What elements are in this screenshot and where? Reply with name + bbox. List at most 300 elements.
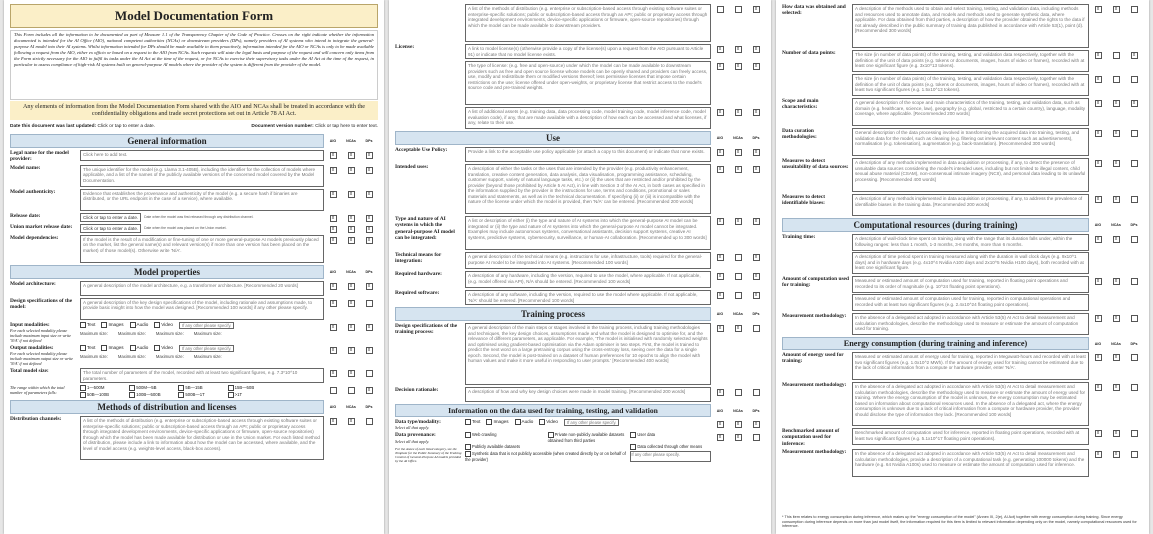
field-label: Legal name for the model provider: xyxy=(10,149,69,163)
checkbox-dps[interactable]: x xyxy=(753,166,760,173)
col-aio: AIO xyxy=(716,408,724,413)
last-updated-field[interactable]: Click or tap to enter a date. xyxy=(97,123,156,129)
checkbox-dps[interactable] xyxy=(753,325,760,332)
row-input-modalities xyxy=(10,322,378,343)
form-page-3[interactable] xyxy=(776,0,1149,534)
row-output-modalities xyxy=(10,345,378,366)
section-title: Use xyxy=(395,131,711,145)
field-label: Input modalities: For each selected modality please include maximum input size or write 'N/A' if not defined xyxy=(10,322,80,343)
additional-assets-field[interactable]: A list of additional assets (e.g. training data, data processing code, model training code, model inference code, model evaluation code), if any, that are made available with a description of how each can be accessed and what licenses, if any, relate to their use. xyxy=(465,107,711,129)
distribution-channels-field[interactable]: A list of the methods of distribution (e.g. enterprise or subscription-based access through existing software suites or enterprise-specific solutions; public or subscription-based access through an API; public or proprietary access through integrated development environments, device-specific applications or firmware, open-source repositories) through which the model has been made available for distribution or use in the Union market. For each listed method of distribution, please include a link to information about how the model can be accessed, where available, and the level of model access (e.g. weights-level access, black-box access). xyxy=(80,416,324,460)
checkbox-dps[interactable]: x xyxy=(753,254,760,261)
checkbox-aio[interactable]: x xyxy=(1095,52,1102,59)
row-intended-uses xyxy=(395,164,765,214)
col-aio: AIO xyxy=(716,312,724,316)
section-title: Information on the data used for training, testing, and validation xyxy=(395,404,711,417)
row-data-curation xyxy=(782,128,1143,156)
checkbox-aio[interactable]: x xyxy=(1095,130,1102,137)
checkbox-ncas[interactable]: x xyxy=(348,300,355,307)
data-other-field[interactable]: If any other please specify. xyxy=(564,419,620,426)
field-label: Technical means for integration: xyxy=(395,252,442,265)
row-inference-compute xyxy=(782,428,1143,447)
row-technical-means xyxy=(395,252,765,269)
output-audio-checkbox[interactable]: Audio xyxy=(130,345,149,351)
acceptable-use-field[interactable]: Provide a link to the acceptable use policy applicable (or attach a copy to this document) or indicate that none exists. xyxy=(465,147,711,162)
provenance-options xyxy=(465,432,711,462)
checkbox-aio[interactable]: x xyxy=(330,191,337,198)
field-label: Design specifications of the training process: xyxy=(395,323,458,336)
range-option[interactable]: 5B—15B xyxy=(178,385,225,391)
energy-footnote: * This item relates to energy consumption during inference, which makes up the "energy consumption of the model" (Annex XI, 2(e), AI Act) together with energy consumption during training. Since energy consumption during inference depends on more than just model itself, the information required for this item is limited to relevant information depending only on the model, namely computational resources used for inference. xyxy=(782,515,1137,529)
checkbox-aio[interactable] xyxy=(330,387,337,394)
checkbox-dps[interactable] xyxy=(1131,315,1138,322)
row-data-scope xyxy=(782,98,1143,126)
col-ncas: NCAs xyxy=(346,269,356,274)
checkbox-ncas[interactable]: x xyxy=(735,218,742,225)
checkbox-aio[interactable]: x xyxy=(1095,354,1102,361)
form-page-1[interactable] xyxy=(4,0,384,534)
checkbox-ncas[interactable]: x xyxy=(348,226,355,233)
training-design-field[interactable]: A general description of the main steps or stages involved in the training process, including training methodologies and techniques, the key design choices, assumptions made and what the model is designed to optimise for, and the relevance of different parameters, as applicable. For example, 'The model is initialised with randomly selected weights and optimised using gradient-based optimisation via the Adam optimiser in two steps. First, the model is trained to predict the next word on a large pretraining corpus using the cross-entropy loss, seeing over the data for a single epoch. Second, the model is post-trained on a dataset of human preferences for 10 epochs to align the model with human values and make it more useful in responding to user prompts.' [Recommended 400 words] xyxy=(465,323,711,385)
data-points-field[interactable]: The size (in number of data points) of the training, testing, and validation data respectively, together with the definition of the unit of data points (e.g. tokens or documents, images, hours of video or frames), recorded with at least one significant figure (e.g. 3x10^13 tokens). xyxy=(852,50,1089,72)
row-compute-amount xyxy=(782,276,1143,311)
row-training-time xyxy=(782,234,1143,274)
checkbox-ncas[interactable] xyxy=(1113,52,1120,59)
checkbox-dps[interactable] xyxy=(366,300,373,307)
release-date-picker[interactable]: Click or tap to enter a date. xyxy=(80,213,141,222)
section-general-header xyxy=(10,134,378,148)
input-audio-checkbox[interactable]: Audio xyxy=(130,322,149,328)
union-release-date-picker[interactable]: Click or tap to enter a date. xyxy=(80,224,141,233)
checkbox-ncas[interactable]: x xyxy=(1113,451,1120,458)
section-distribution-header xyxy=(10,400,378,414)
col-aio: AIO xyxy=(329,269,337,274)
max-size-audio[interactable]: Maximum size: xyxy=(155,330,184,336)
range-option[interactable]: 500M—5B xyxy=(129,385,176,391)
checkbox-dps[interactable]: x xyxy=(753,63,760,70)
checkbox-aio[interactable]: x xyxy=(717,109,724,116)
technical-means-field[interactable]: A general description of the technical means (e.g. instructions for use, infrastructure, tools) required for the general-purpose AI model to be integrated into AI systems. [Recommended 100 words] xyxy=(465,252,711,269)
input-text-checkbox[interactable]: Text xyxy=(80,322,95,328)
checkbox-aio[interactable]: x xyxy=(717,149,724,156)
model-dependencies-field[interactable]: If the model is the result of a modification or fine-tuning of one or more general-purpose AI models previously placed on the market, list the general name(s) and relevant version(s) if more than one version has been placed on the market) of those model(s). Otherwise write 'N/A'. xyxy=(80,235,324,263)
checkbox-ncas[interactable]: x xyxy=(1113,130,1120,137)
checkbox-aio[interactable]: x xyxy=(1095,451,1102,458)
checkbox-dps[interactable]: x xyxy=(753,6,760,13)
checkbox-aio[interactable]: x xyxy=(717,389,724,396)
checkbox-dps[interactable]: x xyxy=(366,226,373,233)
checkbox-aio[interactable]: x xyxy=(1095,278,1102,285)
checkbox-aio[interactable]: x xyxy=(717,421,724,428)
checkbox-aio[interactable]: x xyxy=(330,283,337,290)
checkbox-ncas[interactable]: x xyxy=(735,149,742,156)
checkbox-aio[interactable]: x xyxy=(330,152,337,159)
col-dps: DPs xyxy=(752,136,760,140)
checkbox-dps[interactable]: x xyxy=(366,387,373,394)
row-model-architecture xyxy=(10,281,378,296)
checkbox-ncas[interactable]: x xyxy=(1113,315,1120,322)
field-label: Model dependencies: xyxy=(10,234,59,241)
checkbox-aio[interactable]: x xyxy=(330,215,337,222)
section-title: General information xyxy=(10,134,324,148)
intro-text: This Form includes all the information to be documented as part of Measure 1.1 of the Transparency Chapter of the Code of Practice. Crosses on the right indicate whether the information documented is intended for the AI Office (AIO), national competent authorities (NCAs) or downstream providers (DPs), namely providers of AI systems who intend to integrate the general-purpose AI model into their AI systems. Whilst information intended for DPs should be made available to them proactively, information intended for the AIO or NCAs is only to be made available following a request from the AIO, either ex officio or based on a request to the AIO from NCAs. Such requests will state the legal basis and purpose of the request and will concern only items from the Form strictly necessary for the AIO to fulfil its tasks under the AI Act at the time of the request, or for NCAs to exercise their supervisory tasks under the AI Act at the time of the request, in particular to assess compliance of high-risk AI systems built on general-purpose AI models where the provider of the system is different from the provider of the model. xyxy=(10,30,378,100)
output-note: For each selected modality please include maximum output size or write 'N/A' if not defined xyxy=(10,351,74,367)
field-label: Release date: xyxy=(10,212,41,219)
data-unsuitability-field[interactable]: A description of any methods implemented in data acquisition or processing, if any, to detect the presence of unsuitable data sources considering the model's intended uses, including but not limited to illegal content, child sexual abuse material (CSAM), non-consensual intimate imagery (NCII), and personal data leading to its unlawful processing. [Recommended 400 words] xyxy=(852,158,1089,192)
field-label: Data provenance: Select all that apply. For the Annex of each listed category, see the Template for the Public Summary of the Training Content of General-Purpose AI models provided by the AI Office. xyxy=(395,432,462,464)
checkbox-dps[interactable]: x xyxy=(753,292,760,299)
checkbox-ncas[interactable]: x xyxy=(348,215,355,222)
row-union-release-date xyxy=(10,224,378,233)
compute-amount-field[interactable]: Measured or estimated amount of computation used for training, reported in floating point operations and recorded to its order of magnitude (e.g. 10^24 floating point operations). xyxy=(852,276,1089,293)
checkbox-dps[interactable] xyxy=(1131,6,1138,13)
training-time-field-2[interactable]: A description of time period spent in training measured along with the duration in wall clock days (e.g. 9x10^1 days) and in hardware days (e.g. 4x10^4 Nvidia A100 days and 2x10^5 Nvidia H100 days), both recorded with at least one significant figure. xyxy=(852,252,1089,274)
col-ncas: NCAs xyxy=(346,405,356,410)
checkbox-ncas[interactable]: x xyxy=(348,167,355,174)
range-option[interactable]: >1T xyxy=(228,392,275,398)
row-license-type xyxy=(395,61,765,105)
range-option[interactable]: 15B—50B xyxy=(228,385,275,391)
row-data-points-2 xyxy=(782,74,1143,96)
output-video-checkbox[interactable]: Video xyxy=(154,345,173,351)
checkbox-ncas[interactable]: x xyxy=(348,191,355,198)
col-aio: AIO xyxy=(329,405,337,410)
col-dps: DPs xyxy=(1130,223,1138,227)
checkbox-dps[interactable]: x xyxy=(753,109,760,116)
checkbox-dps[interactable] xyxy=(1131,278,1138,285)
checkbox-dps[interactable]: x xyxy=(753,149,760,156)
checkbox-aio[interactable]: x xyxy=(330,237,337,244)
checkbox-dps[interactable] xyxy=(1131,76,1138,83)
checkbox-aio[interactable]: x xyxy=(330,167,337,174)
data-audio-checkbox[interactable]: Audio xyxy=(515,419,534,425)
col-dps: DPs xyxy=(752,408,760,413)
row-required-hardware xyxy=(395,271,765,288)
checkbox-dps[interactable]: x xyxy=(753,273,760,280)
compute-methodology-field[interactable]: In the absence of a delegated act adopted in accordance with Article 53(5) AI Act to detail measurement and calculation methodologies, describe the methodology used to measure or estimate the amount of computation used for training. xyxy=(852,313,1089,335)
row-design-specs xyxy=(10,298,378,320)
row-energy-methodology xyxy=(782,382,1143,426)
provenance-side-note: For the Annex of each listed category, see the Template for the Public Summary of the Training Content of General-Purpose AI models provided by the AI Office. xyxy=(395,446,462,464)
checkbox-aio[interactable]: x xyxy=(717,46,724,53)
checkbox-ncas[interactable]: x xyxy=(1113,354,1120,361)
output-other-field[interactable]: If any other please specify. xyxy=(179,345,235,352)
checkbox-ncas[interactable]: x xyxy=(1113,384,1120,391)
checkbox-ncas[interactable]: x xyxy=(1113,430,1120,437)
checkbox-aio[interactable]: x xyxy=(717,325,724,332)
checkbox-dps[interactable] xyxy=(1131,236,1138,243)
section-title: Training process xyxy=(395,307,711,321)
checkbox-ncas[interactable]: x xyxy=(735,46,742,53)
max-size-video[interactable]: Maximum size: xyxy=(193,330,222,336)
compute-amount-field-2[interactable]: Measured or estimated amount of computation used for training, reported in computational operations and recorded with at least two significant figures (e.g. 2.4x10^24 floating point operations). xyxy=(852,294,1089,311)
field-label: The range within which the total number of parameters falls: xyxy=(10,385,65,396)
range-option[interactable]: 100B—500B xyxy=(129,392,176,398)
checkbox-dps[interactable] xyxy=(1131,451,1138,458)
checkbox-aio[interactable] xyxy=(717,6,724,13)
checkbox-dps[interactable]: x xyxy=(753,421,760,428)
data-type-options xyxy=(465,419,711,426)
checkbox-ncas[interactable]: x xyxy=(1113,160,1120,167)
checkbox-aio[interactable]: x xyxy=(1095,160,1102,167)
checkbox-dps[interactable] xyxy=(1131,354,1138,361)
required-software-field[interactable]: A description of any software, including the version, required to use the model where applicable. If not applicable, 'N/A' should be entered. [Recommended 100 words] xyxy=(465,290,711,305)
checkbox-ncas[interactable]: x xyxy=(1113,100,1120,107)
output-images-checkbox[interactable]: Images xyxy=(101,345,123,351)
data-scope-field[interactable]: A general description of the scope and main characteristics of the training, testing, and validation data, such as domain (e.g. healthcare, science, law), geography (e.g. global, restricted to a certain country), language, modality coverage, where applicable. [Recommended 200 words] xyxy=(852,98,1089,126)
checkbox-ncas[interactable]: x xyxy=(348,370,355,377)
checkbox-dps[interactable]: x xyxy=(1131,100,1138,107)
max-size-text[interactable]: Maximum size: xyxy=(80,330,108,336)
input-modality-options xyxy=(80,322,324,329)
row-release-date xyxy=(10,213,378,222)
row-model-authenticity xyxy=(10,189,378,211)
provenance-option[interactable]: Private non-publicly available datasets obtained from third parties xyxy=(547,432,625,444)
checkbox-aio[interactable]: x xyxy=(330,226,337,233)
col-dps: DPs xyxy=(1130,341,1138,346)
checkbox-ncas[interactable]: x xyxy=(735,434,742,441)
col-dps: DPs xyxy=(365,405,373,410)
row-distribution-channels xyxy=(10,416,378,460)
output-max-size-row xyxy=(80,354,324,359)
checkbox-aio[interactable]: x xyxy=(330,418,337,425)
checkbox-aio[interactable]: x xyxy=(330,300,337,307)
col-dps: DPs xyxy=(365,269,373,274)
system-types-field[interactable]: A list or description of either (i) the type and nature of AI systems into which the general-purpose AI model can be integrated or (ii) the type and nature of AI systems into which the general-purpose AI model cannot be integrated. Examples may include autonomous systems, conversational assistants, decision support systems, creative AI systems, predictive systems, cybersecurity, surveillance, or human-AI collaboration. [Recommended up to 300 words] xyxy=(465,216,711,250)
provenance-option[interactable]: Data collected through other means xyxy=(630,444,711,450)
field-label: Total model size: xyxy=(10,368,49,375)
license-type-field[interactable]: The type of license: (e.g. free and open-source) under which the model can be made available to downstream providers such as free and open source license whose models can be openly shared and providers can freely access, use, modify and redistribute them or modified versions thereof; less permissive licenses that impose certain restrictions on the use; license offered under open-weights, or proprietary license that restrict access to the model's source code and pre-trained weights. xyxy=(465,61,711,105)
checkbox-aio[interactable]: x xyxy=(717,273,724,280)
data-obtained-field[interactable]: A description of the methods used to obtain and select training, testing, and validation data, including methods and resources used to annotate data, and models and methods used to generate synthetic data, where applicable. For data obtained from third parties, a description of how the provider obtained the rights to the data if not already described in the public summary of training data published in accordance with Article 53(1), point (d). [Recommended 300 words] xyxy=(852,4,1089,48)
inference-compute-field[interactable]: Benchmarked amount of computation used for inference, reported in floating point operations, recorded with at least two significant figures (e.g. 5.1x10^17 floating point operations). xyxy=(852,428,1089,445)
checkbox-ncas[interactable] xyxy=(735,6,742,13)
checkbox-aio[interactable]: x xyxy=(717,218,724,225)
parameter-range-options xyxy=(80,385,324,398)
row-acceptable-use xyxy=(395,147,765,162)
input-images-checkbox[interactable]: Images xyxy=(101,322,123,328)
field-label: Model name: xyxy=(10,164,41,171)
checkbox-dps[interactable]: x xyxy=(366,283,373,290)
provenance-other-field[interactable]: If any other please specify. xyxy=(630,451,711,462)
confidentiality-notice: Any elements of information from the Model Documentation Form shared with the AIO and NCAs shall be treated in accordance with the confidentiality obligations and trade secret protections set out in Article 78 AI Act. xyxy=(10,101,378,120)
energy-methodology-field[interactable]: In the absence of a delegated act adopted in accordance with Article 53(5) AI Act to detail measurement and calculation methodologies, describe the methodology used to measure or estimate the amount of energy used for training. Where the energy consumption of the model is unknown, the energy consumption may be estimated based on information about computational resources used. In the absence of a delegated act, where the energy consumption is unknown due to a lack of critical information from a compute or hardware provider, the provider should disclose the type of information they lack. [Recommended 100 words] xyxy=(852,382,1089,426)
provenance-option[interactable]: Synthetic data that is not publicly accessible (when created directly by or on behalf of the provider) xyxy=(465,451,626,463)
checkbox-ncas[interactable] xyxy=(735,389,742,396)
required-hardware-field[interactable]: A description of any hardware, including the version, required to use the model, where applicable. If not applicable, (e.g. model offered via API), N/A should be entered. [Recommended 100 words] xyxy=(465,271,711,288)
checkbox-ncas[interactable] xyxy=(348,387,355,394)
section-use-header xyxy=(395,131,765,145)
range-option[interactable]: 1—500M xyxy=(80,385,127,391)
field-label: Union market release date: xyxy=(10,223,73,230)
range-option[interactable]: 50B—100B xyxy=(80,392,127,398)
data-video-checkbox[interactable]: Video xyxy=(539,419,558,425)
section-data-header xyxy=(395,404,765,417)
checkbox-ncas[interactable]: x xyxy=(735,166,742,173)
output-text-checkbox[interactable]: Text xyxy=(80,345,95,351)
col-aio: AIO xyxy=(1094,341,1102,346)
checkbox-dps[interactable] xyxy=(753,389,760,396)
checkbox-aio[interactable]: x xyxy=(330,347,337,354)
checkbox-dps[interactable]: x xyxy=(753,218,760,225)
checkbox-aio[interactable]: x xyxy=(717,63,724,70)
field-label: Amount of computation used for training: xyxy=(782,276,849,289)
field-label: Measures to detect identifiable biases: xyxy=(782,194,826,207)
checkbox-ncas[interactable]: x xyxy=(1113,236,1120,243)
field-label: Decision rationale: xyxy=(395,387,439,393)
row-system-types xyxy=(395,216,765,250)
row-data-unsuitability xyxy=(782,158,1143,192)
checkbox-dps[interactable]: x xyxy=(366,191,373,198)
row-data-biases xyxy=(782,194,1143,216)
checkbox-dps[interactable] xyxy=(1131,430,1138,437)
range-option[interactable]: 500B—1T xyxy=(178,392,225,398)
field-label: Model architecture: xyxy=(10,280,56,287)
row-data-obtained xyxy=(782,4,1143,48)
model-architecture-field[interactable]: A general description of the model architecture, e.g. a transformer architecture. [Recommended 20 words] xyxy=(80,281,324,296)
field-label: Training time: xyxy=(782,234,816,240)
total-model-size-field[interactable]: The total number of parameters of the model, recorded with at least two significant figures, e.g. 7.3*10^10 parameters. xyxy=(80,368,324,383)
checkbox-ncas[interactable] xyxy=(735,292,742,299)
checkbox-ncas[interactable]: x xyxy=(348,237,355,244)
inference-methodology-field[interactable]: In the absence of a delegated act adopted in accordance with Article 53(5) AI Act to detail measurement and calculation methodologies, provide a description of a computational task (e.g. generating 100000 tokens) and the hardware (e.g. 64 Nvidia A100s) used to measure or estimate the amount of computation used for inference. xyxy=(852,449,1089,477)
model-authenticity-field[interactable]: Evidence that establishes the provenance and authenticity of the model (e.g. a secure hash if binaries are distributed, or the URL endpoint in the case of a service), where available. xyxy=(80,189,324,211)
col-dps: DPs xyxy=(752,312,760,316)
checkbox-dps[interactable]: x xyxy=(366,167,373,174)
provenance-option[interactable]: Publicly available datasets xyxy=(465,444,546,450)
section-compute-header xyxy=(782,218,1143,232)
max-size-images[interactable]: Maximum size: xyxy=(117,354,146,360)
provenance-option[interactable]: Web crawling xyxy=(465,432,546,443)
checkbox-aio[interactable]: x xyxy=(330,324,337,331)
field-label: Number of data points: xyxy=(782,50,836,56)
checkbox-ncas[interactable]: x xyxy=(348,283,355,290)
checkbox-dps[interactable] xyxy=(1131,196,1138,203)
checkbox-dps[interactable]: x xyxy=(366,237,373,244)
checkbox-dps[interactable]: x xyxy=(366,324,373,331)
field-label: Output modalities: For each selected modality please include maximum output size or write 'N/A' if not defined xyxy=(10,345,80,366)
input-video-checkbox[interactable]: Video xyxy=(154,322,173,328)
provenance-option[interactable]: User data xyxy=(630,432,711,443)
checkbox-aio[interactable]: x xyxy=(717,434,724,441)
checkbox-aio[interactable]: x xyxy=(717,254,724,261)
checkbox-aio[interactable]: x xyxy=(1095,384,1102,391)
data-text-checkbox[interactable]: Text xyxy=(465,419,480,425)
checkbox-dps[interactable]: x xyxy=(753,46,760,53)
checkbox-aio[interactable]: x xyxy=(330,370,337,377)
row-distribution-cont xyxy=(395,4,765,42)
checkbox-ncas[interactable]: x xyxy=(348,347,355,354)
field-label: Benchmarked amount of computation used for inference: xyxy=(782,428,840,447)
input-note: For each selected modality please include maximum input size or write 'N/A' if not defined xyxy=(10,328,72,344)
checkbox-dps[interactable] xyxy=(366,418,373,425)
checkbox-aio[interactable]: x xyxy=(1095,315,1102,322)
field-label: Design specifications of the model: xyxy=(10,297,73,311)
checkbox-ncas[interactable]: x xyxy=(348,418,355,425)
model-name-field[interactable]: The unique identifier for the model (e.g. Llama 3.1-405B), including the identifier for the collection of models where applicable, and a list of the names of the publicly available versions of the concerned model covered by the Model Documentation. xyxy=(80,165,324,187)
col-ncas: NCAs xyxy=(733,408,743,413)
license-link-field[interactable]: A link to model license(s) (otherwise provide a copy of the license(s) upon a request from the AIO pursuant to Article 91) or indicate that no model license exists. xyxy=(465,44,711,59)
energy-training-field[interactable]: Measured or estimated amount of energy used for training, reported in Megawatt-hours and recorded with at least two significant figures (e.g. 1.0x10^2 MWh). If the amount of energy used for training cannot be estimated due to the lack of critical information from a compute or hardware provider, enter 'N/A'. xyxy=(852,352,1089,380)
checkbox-aio[interactable]: x xyxy=(1095,76,1102,83)
last-updated-label: Date this document was last updated: xyxy=(10,123,97,129)
row-required-software xyxy=(395,290,765,305)
checkbox-aio[interactable]: x xyxy=(1095,196,1102,203)
checkbox-aio[interactable]: x xyxy=(1095,6,1102,13)
col-aio: AIO xyxy=(716,136,724,140)
checkbox-aio[interactable]: x xyxy=(717,166,724,173)
data-images-checkbox[interactable]: Images xyxy=(486,419,508,425)
data-curation-field[interactable]: General description of the data processing involved in transforming the acquired data into training, testing, and validation data for the model, such as cleaning (e.g. filtering out irrelevant content such as advertisements), normalisation (e.g. tokenisation), augmentation (e.g. back-translation). [Recommended 300 words] xyxy=(852,128,1089,156)
row-parameter-range xyxy=(10,385,378,398)
checkbox-ncas[interactable]: x xyxy=(348,324,355,331)
input-other-field[interactable]: If any other please specify. xyxy=(179,322,235,329)
checkbox-aio[interactable]: x xyxy=(717,292,724,299)
field-label: Amount of energy used for training: xyxy=(782,352,844,365)
section-title: Energy consumption (during training and inference) xyxy=(782,337,1089,350)
row-data-type xyxy=(395,419,765,430)
field-label: License: xyxy=(395,44,415,50)
max-size-text[interactable]: Maximum size: xyxy=(80,354,108,360)
training-time-field[interactable]: A description of wall-clock time spent on training along with the range that its duration falls under, within the following ranges: less than 1 month, 1-3 months, 3-6 months, more than 6 months. xyxy=(852,234,1089,251)
checkbox-dps[interactable] xyxy=(1131,160,1138,167)
checkbox-dps[interactable]: x xyxy=(1131,52,1138,59)
union-release-date-note: Date when the model was placed on the Union market. xyxy=(144,226,227,231)
max-size-audio[interactable]: Maximum size: xyxy=(155,354,184,360)
checkbox-aio[interactable]: x xyxy=(1095,236,1102,243)
data-biases-field[interactable]: A description of any methods implemented in data acquisition or processing, if any, to address the prevalence of identifiable biases in the training data. [Recommended 200 words] xyxy=(852,194,1089,216)
checkbox-ncas[interactable] xyxy=(735,254,742,261)
checkbox-dps[interactable]: x xyxy=(366,152,373,159)
checkbox-aio[interactable]: x xyxy=(1095,100,1102,107)
max-size-images[interactable]: Maximum size: xyxy=(117,330,146,336)
checkbox-dps[interactable]: x xyxy=(366,215,373,222)
col-aio: AIO xyxy=(1094,223,1102,227)
checkbox-aio[interactable]: x xyxy=(1095,430,1102,437)
checkbox-dps[interactable] xyxy=(753,434,760,441)
legal-name-field[interactable]: Click here to add text. xyxy=(80,150,324,161)
field-label: Required hardware: xyxy=(395,271,442,277)
row-data-provenance xyxy=(395,432,765,463)
form-page-2[interactable] xyxy=(389,0,771,534)
checkbox-ncas[interactable] xyxy=(735,273,742,280)
field-label: Scope and main characteristics: xyxy=(782,98,819,111)
checkbox-ncas[interactable] xyxy=(1113,76,1120,83)
checkbox-ncas[interactable]: x xyxy=(1113,278,1120,285)
checkbox-dps[interactable] xyxy=(1131,130,1138,137)
checkbox-dps[interactable] xyxy=(366,370,373,377)
data-points-field-2[interactable]: The size (in number of data points) of the training, testing, and validation data respectively, together with the definition of the unit of data points (e.g. tokens or documents, images, hours of video or frames), recorded with at least two significant figures (e.g. 1.5x10^13 tokens). xyxy=(852,74,1089,96)
design-specs-field[interactable]: A general description of the key design specifications of the model, including rationale and assumptions made, to provide basic insight into how the model was designed. [Recommended 100 words] if any other please specify. xyxy=(80,298,324,320)
col-ncas: NCAs xyxy=(733,312,743,316)
checkbox-ncas[interactable]: x xyxy=(735,63,742,70)
checkbox-dps[interactable] xyxy=(1131,384,1138,391)
checkbox-ncas[interactable]: x xyxy=(348,152,355,159)
field-label: How data was obtained and selected: xyxy=(782,4,846,17)
checkbox-ncas[interactable]: x xyxy=(1113,196,1120,203)
decision-rationale-field[interactable]: A description of how and why key design choices were made in model training. [Recommended 200 words] xyxy=(465,387,711,402)
distribution-dp-field[interactable]: A list of the methods of distribution (e.g. enterprise or subscription-based access through existing software suites or enterprise-specific solutions; public or subscription-based access through an API; public or proprietary access through integrated development environments, device-specific applications or firmware, open-source repositories) through which the model can be made available to downstream providers. xyxy=(465,4,711,42)
checkbox-ncas[interactable]: x xyxy=(735,325,742,332)
max-size-video[interactable]: Maximum size: xyxy=(193,354,222,360)
version-field[interactable]: Click or tap here to enter text. xyxy=(315,123,378,129)
checkbox-ncas[interactable]: x xyxy=(1113,6,1120,13)
checkbox-ncas[interactable]: x xyxy=(735,109,742,116)
intended-uses-field[interactable]: A description of either the tasks or the uses that are intended by the provider (e.g. productivity enhancement, translation, creative content generation, data analysis, data visualisation, programming assistance, scheduling, customer support, variety of natural language tasks, etc.) or (ii) the uses that are restricted and/or prohibited by the provider (beyond those prohibited by Article 5 AI Act), in line with Section 3 of the AI Act, in both cases as specified in the information supplied by the provider in the instructions for use, terms and conditions, promotional or sales materials and statements, as well as in the technical documentation. If specifying (ii) or (iii) is incompatible with the nature of the license under which the model is provided, then 'N/A' can be entered. [Recommended 200 words] xyxy=(465,164,711,214)
checkbox-dps[interactable]: x xyxy=(366,347,373,354)
output-modality-options xyxy=(80,345,324,352)
checkbox-ncas[interactable]: x xyxy=(735,421,742,428)
